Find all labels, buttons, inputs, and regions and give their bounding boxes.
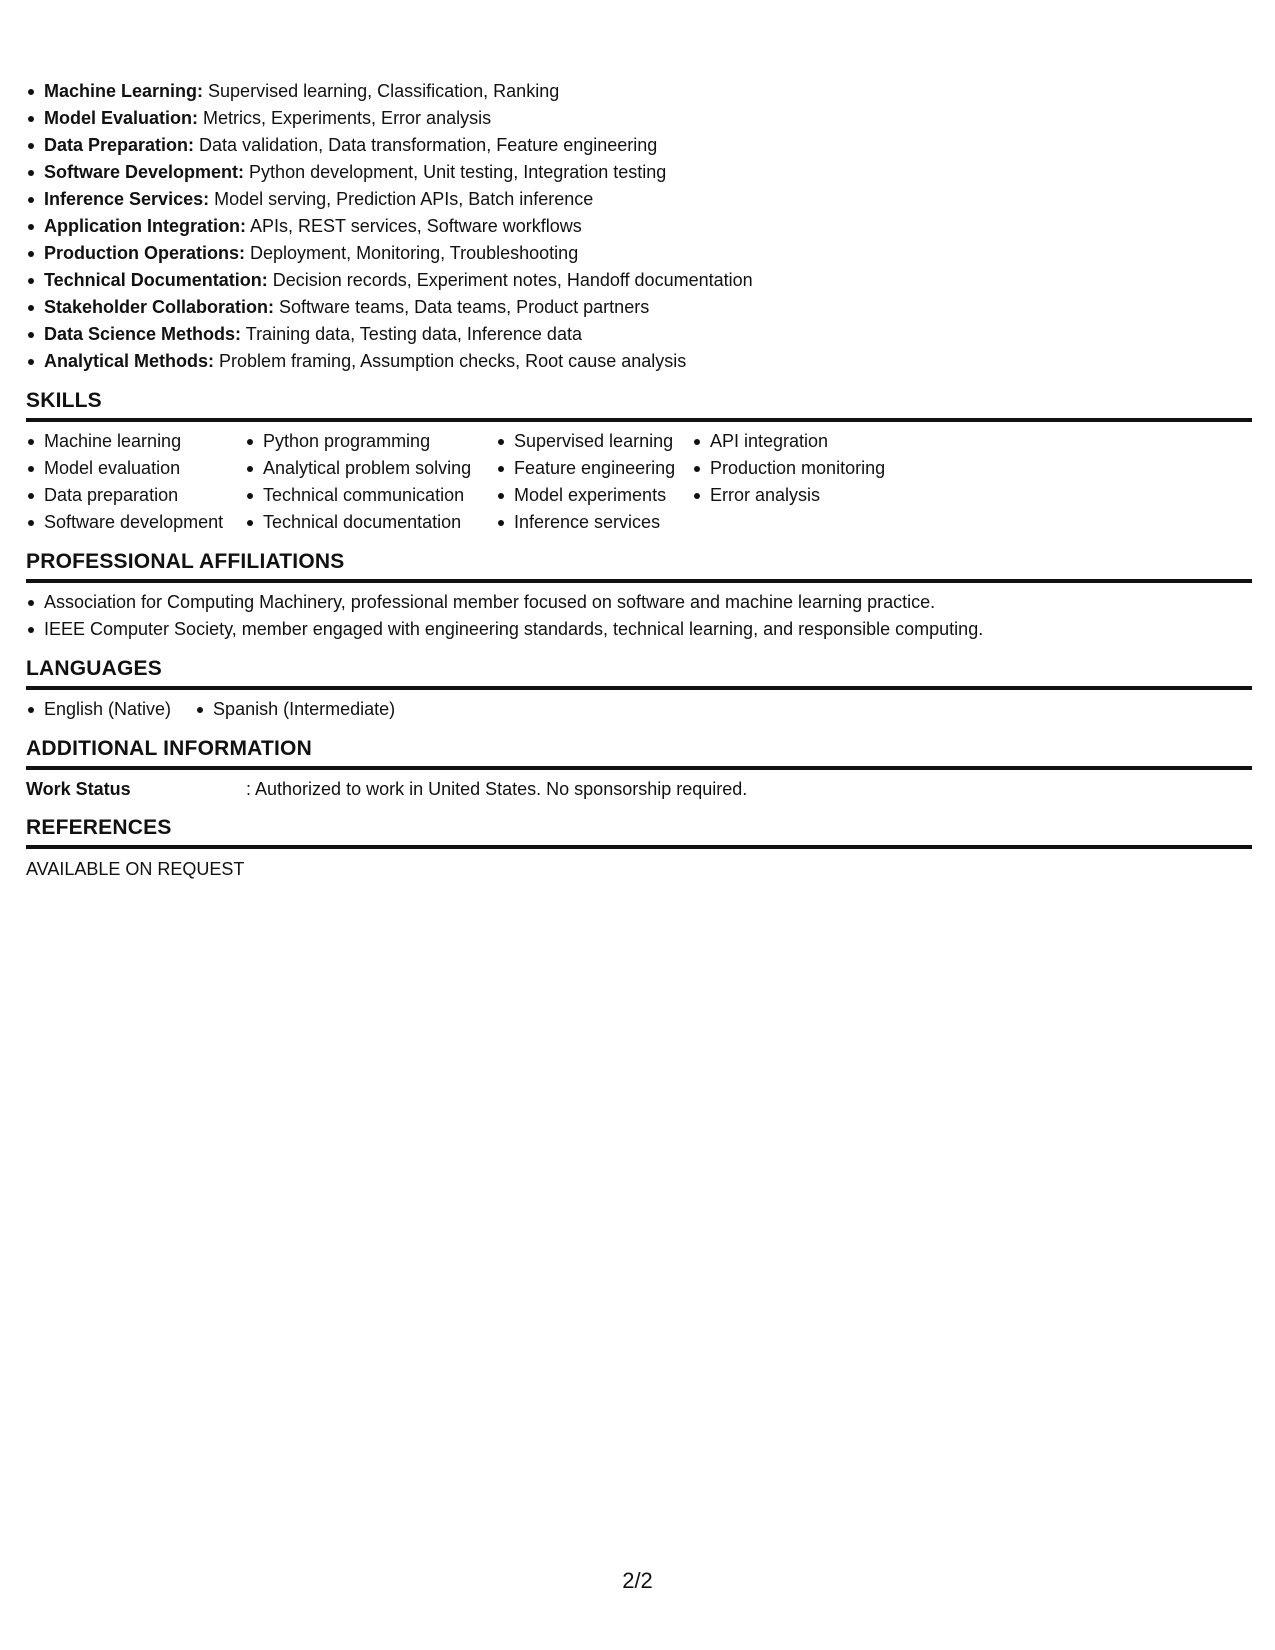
- work-status-value: : Authorized to work in United States. No sponsorship required.: [246, 779, 748, 799]
- references-text: AVAILABLE ON REQUEST: [26, 859, 245, 879]
- list-item: [26, 213, 1252, 240]
- competency-text: Python development, Unit testing, Integration testing: [244, 162, 667, 182]
- list-item: [26, 294, 1252, 321]
- competency-label: Data Preparation:: [44, 135, 195, 155]
- skill-item: Technical communication: [245, 482, 496, 509]
- language-item: English (Native): [26, 696, 171, 723]
- affiliations-section: [26, 549, 1252, 643]
- skill-item: Python programming: [245, 428, 496, 455]
- skill-item: Model experiments: [496, 482, 692, 509]
- competency-label: Model Evaluation:: [44, 108, 199, 128]
- list-item: [26, 159, 1252, 186]
- competency-text: Metrics, Experiments, Error analysis: [198, 108, 492, 128]
- list-item: [26, 240, 1252, 267]
- skills-section: [26, 388, 1252, 536]
- list-item: [26, 348, 1252, 375]
- skill-item: Inference services: [496, 509, 692, 536]
- skill-item: Software development: [26, 509, 245, 536]
- skill-item: Feature engineering: [496, 455, 692, 482]
- skills-column-1: [26, 428, 245, 536]
- skill-item: Data preparation: [26, 482, 245, 509]
- competency-text: Decision records, Experiment notes, Handoff documentation: [267, 270, 753, 290]
- competency-label: Stakeholder Collaboration:: [44, 297, 275, 317]
- section-title-skills: SKILLS: [26, 388, 1252, 422]
- page-content: [26, 78, 1252, 883]
- section-title-languages: LANGUAGES: [26, 656, 1252, 690]
- skill-item: API integration: [692, 428, 932, 455]
- page-number: 2/2: [622, 1568, 653, 1593]
- affiliations-list: [26, 589, 1252, 643]
- competency-label: Analytical Methods:: [44, 351, 215, 371]
- references-section: [26, 815, 1252, 883]
- list-item: [26, 105, 1252, 132]
- affiliation-item: Association for Computing Machinery, professional member focused on software and machine learning practice.: [26, 589, 1252, 616]
- competency-label: Software Development:: [44, 162, 245, 182]
- section-title-affiliations: PROFESSIONAL AFFILIATIONS: [26, 549, 1252, 583]
- competency-text: Supervised learning, Classification, Ranking: [203, 81, 560, 101]
- list-item: [26, 267, 1252, 294]
- work-status-label: Work Status: [26, 779, 131, 799]
- competency-text: Software teams, Data teams, Product partners: [274, 297, 650, 317]
- competency-text: APIs, REST services, Software workflows: [246, 216, 582, 236]
- skill-item: Technical documentation: [245, 509, 496, 536]
- skills-column-3: [496, 428, 692, 536]
- list-item: [26, 321, 1252, 348]
- competency-label: Data Science Methods:: [44, 324, 242, 344]
- competencies-list: [26, 78, 1252, 375]
- competency-text: Problem framing, Assumption checks, Root cause analysis: [214, 351, 687, 371]
- skills-column-2: [245, 428, 496, 536]
- competency-label: Machine Learning:: [44, 81, 204, 101]
- additional-section: [26, 736, 1252, 802]
- competency-text: Training data, Testing data, Inference data: [241, 324, 582, 344]
- competency-label: Technical Documentation:: [44, 270, 268, 290]
- list-item: [26, 186, 1252, 213]
- skill-item: Model evaluation: [26, 455, 245, 482]
- list-item: [26, 78, 1252, 105]
- work-status-row: [26, 776, 1252, 802]
- skills-column-4: [692, 428, 932, 536]
- skills-grid: [26, 428, 1252, 536]
- skill-item: Supervised learning: [496, 428, 692, 455]
- competency-label: Production Operations:: [44, 243, 246, 263]
- languages-section: [26, 656, 1252, 723]
- competency-text: Data validation, Data transformation, Feature engineering: [194, 135, 658, 155]
- languages-list: [26, 696, 1252, 723]
- skill-item: Production monitoring: [692, 455, 932, 482]
- list-item: [26, 132, 1252, 159]
- competency-text: Deployment, Monitoring, Troubleshooting: [245, 243, 579, 263]
- competency-label: Inference Services:: [44, 189, 210, 209]
- language-item: Spanish (Intermediate): [195, 696, 395, 723]
- competency-label: Application Integration:: [44, 216, 246, 236]
- skill-item: Machine learning: [26, 428, 245, 455]
- skill-item: Error analysis: [692, 482, 932, 509]
- competency-text: Model serving, Prediction APIs, Batch inference: [209, 189, 594, 209]
- section-title-additional: ADDITIONAL INFORMATION: [26, 736, 1252, 770]
- skill-item: Analytical problem solving: [245, 455, 496, 482]
- affiliation-item: IEEE Computer Society, member engaged with engineering standards, technical learning, and responsible computing.: [26, 616, 1252, 643]
- section-title-references: REFERENCES: [26, 815, 1252, 849]
